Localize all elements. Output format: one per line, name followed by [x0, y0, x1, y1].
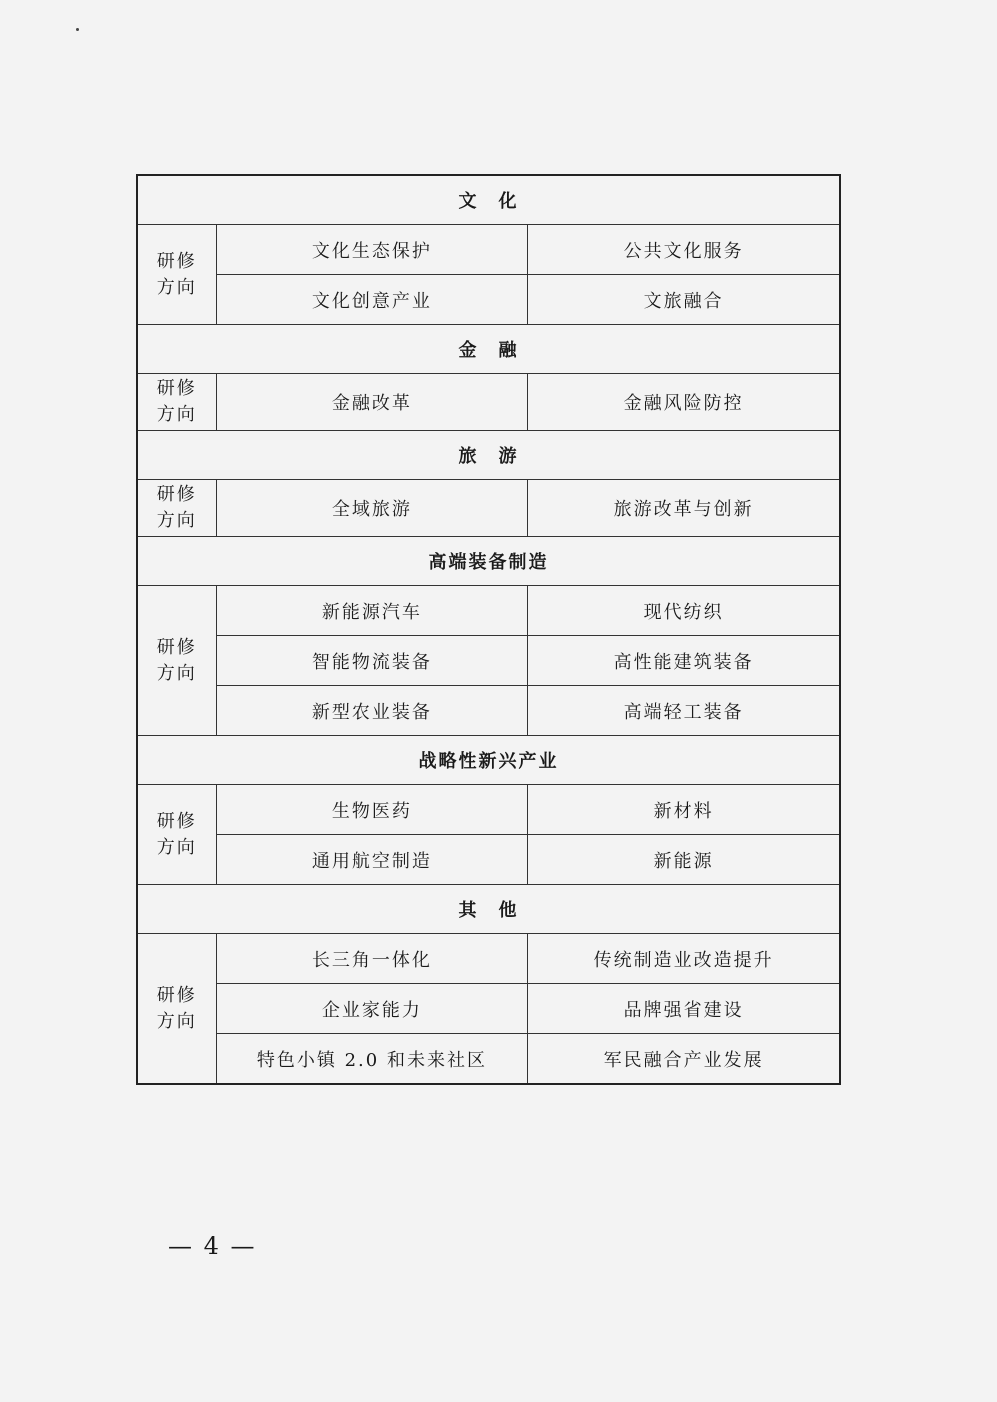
direction-item: 旅游改革与创新 — [528, 480, 840, 537]
direction-item: 现代纺织 — [528, 586, 840, 636]
table-row — [137, 1034, 840, 1085]
table-row — [137, 225, 840, 275]
direction-item: 高性能建筑装备 — [528, 636, 840, 686]
direction-item: 文化生态保护 — [216, 225, 528, 275]
category-row — [137, 885, 840, 934]
direction-item: 金融改革 — [216, 374, 528, 431]
direction-item: 全域旅游 — [216, 480, 528, 537]
table-row — [137, 934, 840, 984]
table-row — [137, 636, 840, 686]
direction-item: 长三角一体化 — [216, 934, 528, 984]
direction-item: 新材料 — [528, 785, 840, 835]
category-tourism: 旅 游 — [137, 431, 840, 480]
table-row — [137, 835, 840, 885]
category-row — [137, 431, 840, 480]
direction-item: 智能物流装备 — [216, 636, 528, 686]
table-row — [137, 586, 840, 636]
direction-item: 传统制造业改造提升 — [528, 934, 840, 984]
direction-label: 研修 方向 — [137, 934, 216, 1085]
category-culture: 文 化 — [137, 175, 840, 225]
direction-item: 高端轻工装备 — [528, 686, 840, 736]
table-row — [137, 480, 840, 537]
page-number: — 4 — — [168, 1232, 257, 1260]
category-strategic-industries: 战略性新兴产业 — [137, 736, 840, 785]
category-high-end-equipment: 高端装备制造 — [137, 537, 840, 586]
category-row — [137, 325, 840, 374]
direction-item: 文旅融合 — [528, 275, 840, 325]
direction-label: 研修 方向 — [137, 225, 216, 325]
direction-label: 研修 方向 — [137, 480, 216, 537]
category-row — [137, 175, 840, 225]
category-row — [137, 537, 840, 586]
direction-item: 生物医药 — [216, 785, 528, 835]
direction-item: 通用航空制造 — [216, 835, 528, 885]
direction-item: 金融风险防控 — [528, 374, 840, 431]
direction-item: 新型农业装备 — [216, 686, 528, 736]
direction-item: 新能源 — [528, 835, 840, 885]
direction-label: 研修 方向 — [137, 586, 216, 736]
table-row — [137, 275, 840, 325]
direction-item: 军民融合产业发展 — [528, 1034, 840, 1085]
direction-item: 特色小镇 2.0 和未来社区 — [216, 1034, 528, 1085]
training-directions-table — [136, 174, 841, 1085]
direction-label: 研修 方向 — [137, 374, 216, 431]
table-row — [137, 785, 840, 835]
direction-item: 文化创意产业 — [216, 275, 528, 325]
category-row — [137, 736, 840, 785]
table-row — [137, 686, 840, 736]
direction-item: 新能源汽车 — [216, 586, 528, 636]
direction-item: 企业家能力 — [216, 984, 528, 1034]
category-other: 其 他 — [137, 885, 840, 934]
table-row — [137, 984, 840, 1034]
direction-item: 公共文化服务 — [528, 225, 840, 275]
scan-speck — [76, 28, 79, 31]
direction-label: 研修 方向 — [137, 785, 216, 885]
direction-item: 品牌强省建设 — [528, 984, 840, 1034]
category-finance: 金 融 — [137, 325, 840, 374]
table-row — [137, 374, 840, 431]
